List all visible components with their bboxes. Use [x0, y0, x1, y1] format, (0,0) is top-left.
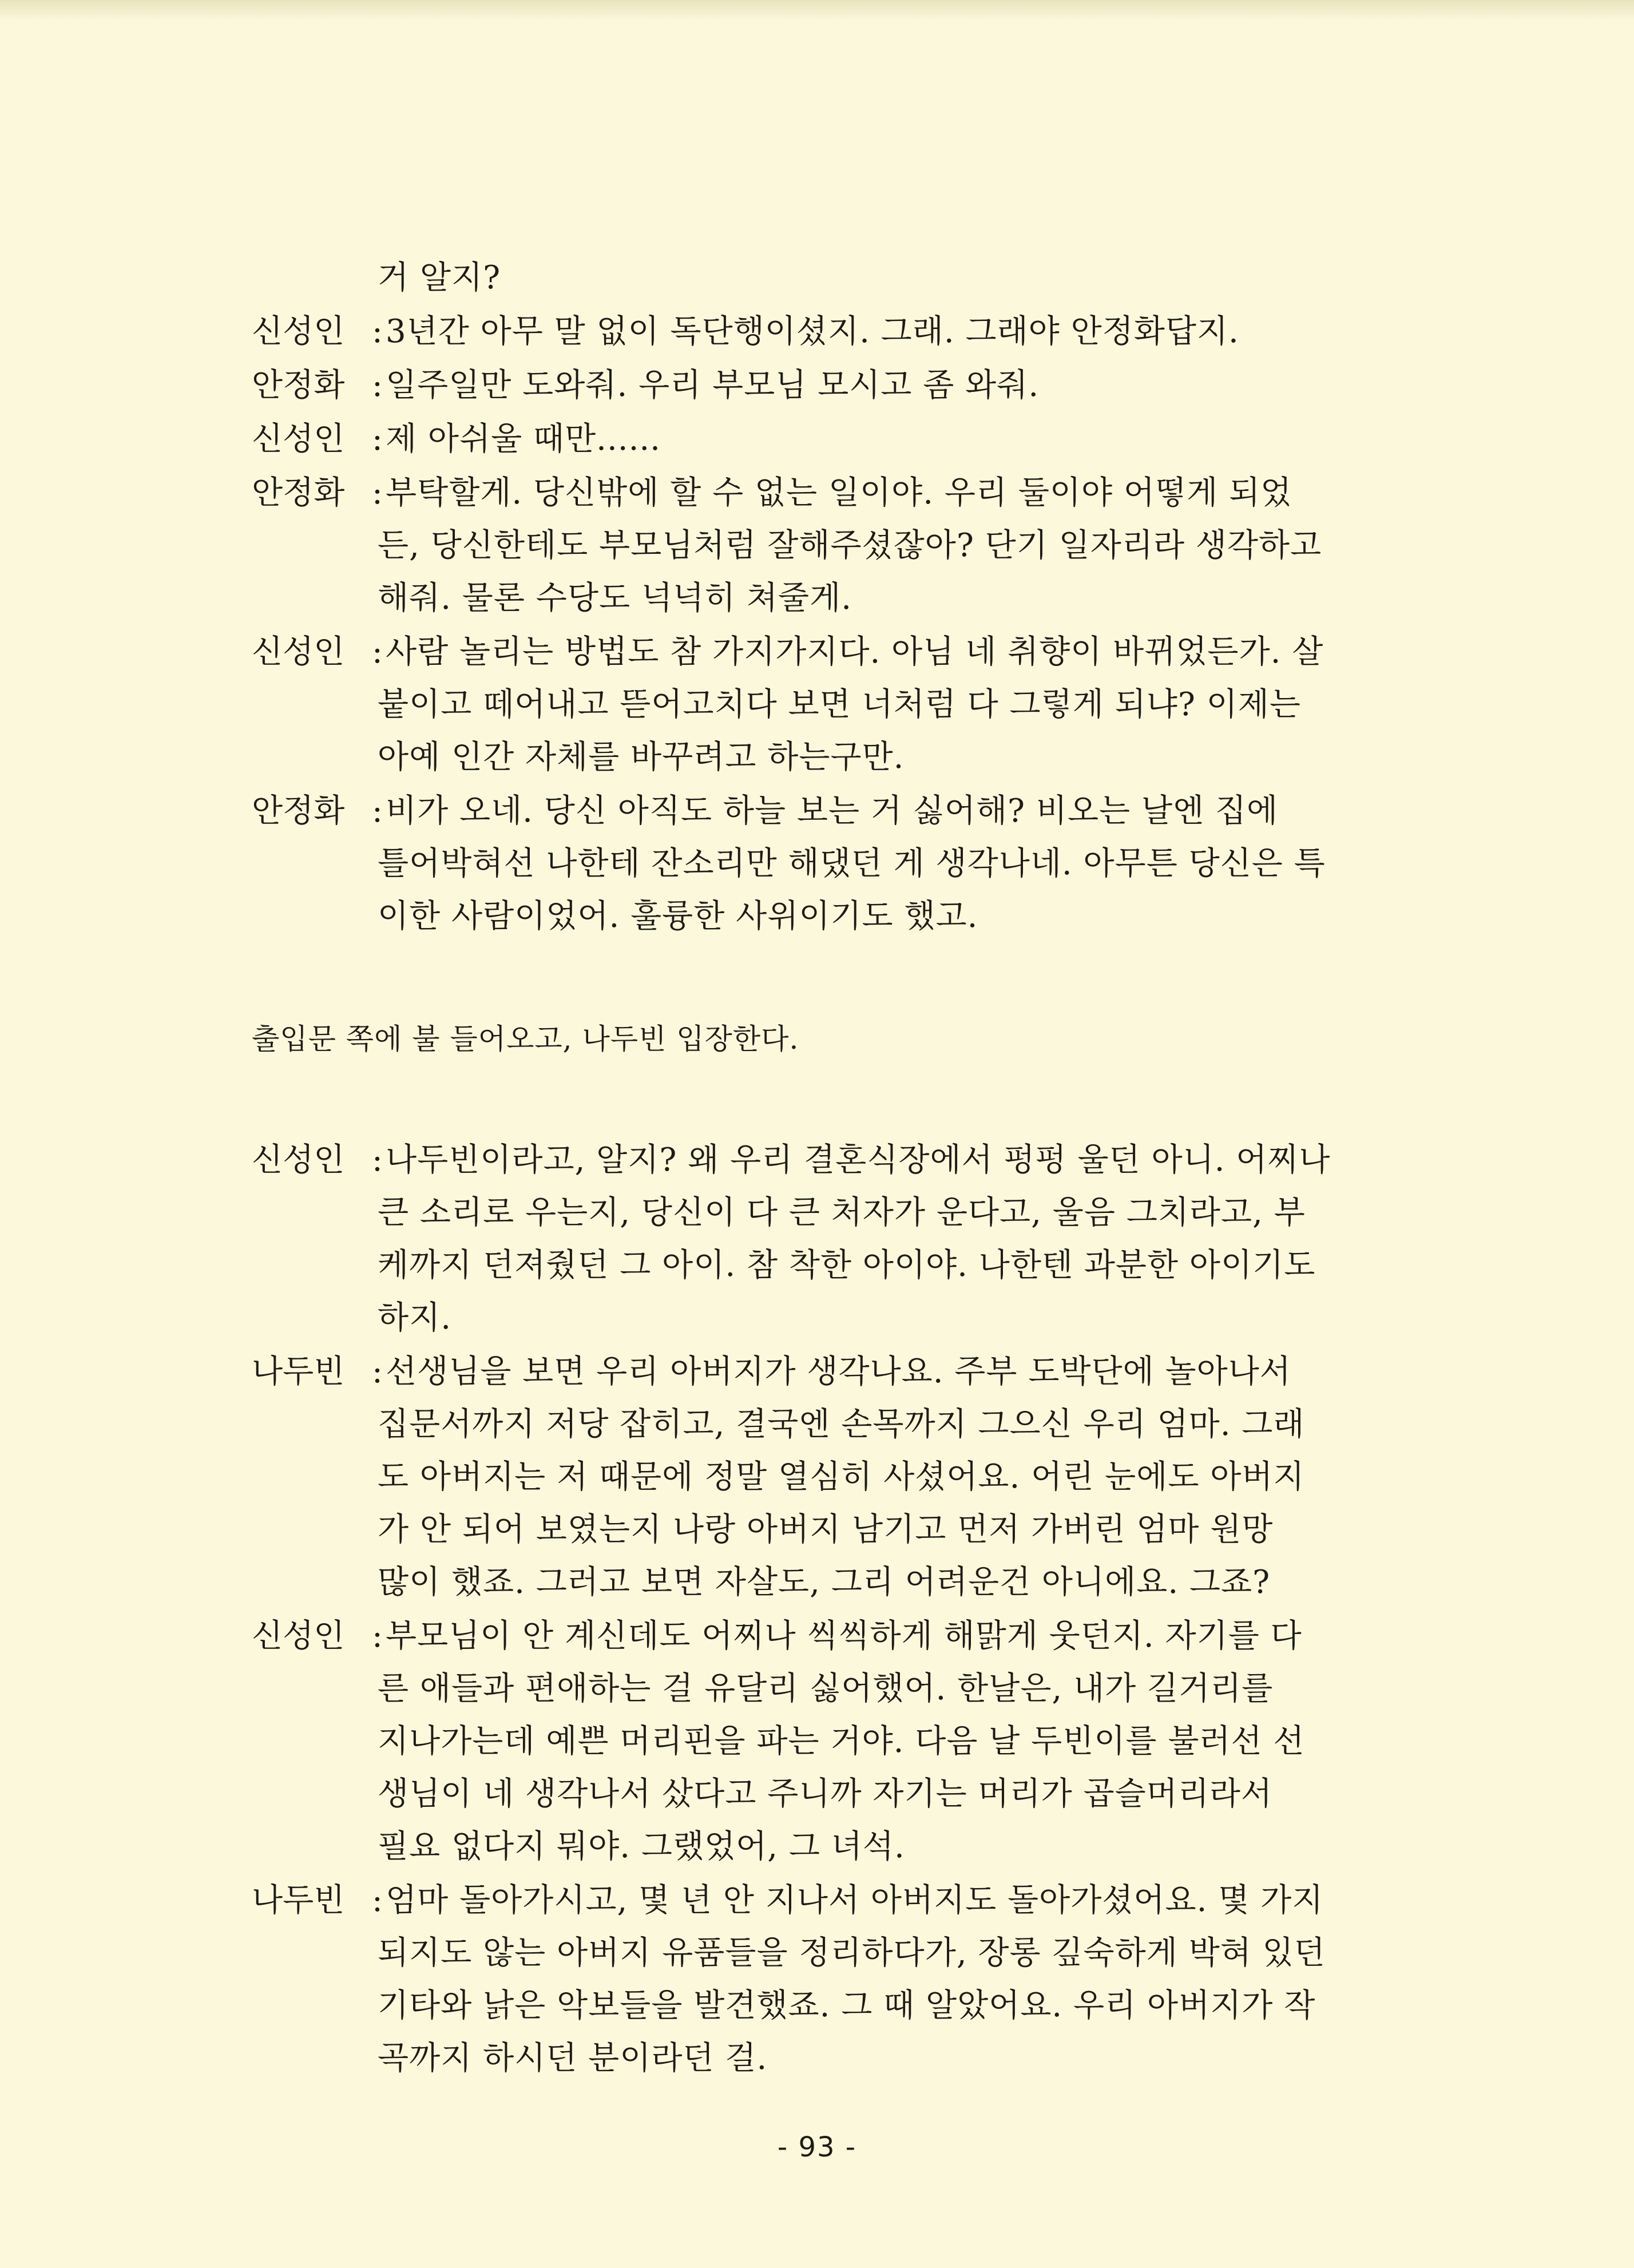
- dialogue-line: 든, 당신한테도 부모님처럼 잘해주셨잖아? 단기 일자리라 생각하고: [378, 527, 1322, 564]
- dialogue-line: 많이 했죠. 그러고 보면 자살도, 그리 어려운건 아니에요. 그죠?: [378, 1564, 1271, 1601]
- dialogue-line: 아예 인간 자체를 바꾸려고 하는구만.: [378, 739, 905, 776]
- speaker-name: 신성인: [252, 1141, 345, 1179]
- page-number: - 93 -: [777, 2131, 857, 2163]
- dialogue-line: 케까지 던져줬던 그 아이. 참 착한 아이야. 나한텐 과분한 아이기도: [378, 1247, 1316, 1284]
- speaker-colon: :: [372, 474, 383, 512]
- dialogue-block: [252, 306, 1402, 358]
- continued-dialogue: [252, 252, 1402, 304]
- dialogue-line: 른 애들과 편애하는 걸 유달리 싫어했어. 한날은, 내가 길거리를: [378, 1670, 1274, 1707]
- stage-direction-line: 출입문 쪽에 불 들어오고, 나두빈 입장한다.: [252, 1022, 799, 1056]
- spacer: [252, 2085, 1402, 2086]
- dialogue-first-line: [252, 1346, 1402, 1398]
- speaker-name: 나두빈: [252, 1882, 345, 1919]
- dialogue-line: 가 안 되어 보였는지 나랑 아버지 남기고 먼저 가버린 엄마 원망: [378, 1511, 1274, 1548]
- speaker-name: 안정화: [252, 792, 345, 830]
- speaker-name: 신성인: [252, 421, 345, 458]
- speaker-name: 안정화: [252, 474, 345, 512]
- dialogue-line: 큰 소리로 우는지, 당신이 다 큰 처자가 운다고, 울음 그치라고, 부: [378, 1194, 1306, 1231]
- dialogue-text: 제 아쉬울 때만......: [386, 421, 661, 458]
- dialogue-line: 기타와 낡은 악보들을 발견했죠. 그 때 알았어요. 우리 아버지가 작: [378, 1987, 1316, 2024]
- dialogue-line: 하지.: [378, 1299, 451, 1337]
- dialogue-line: 해줘. 물론 수당도 넉넉히 쳐줄게.: [378, 580, 852, 617]
- dialogue-text: 사람 놀리는 방법도 참 가지가지다. 아님 네 취향이 바뀌었든가. 살: [386, 633, 1324, 671]
- spacer: [252, 1065, 1402, 1134]
- dialogue-line: 도 아버지는 저 때문에 정말 열심히 사셨어요. 어린 눈에도 아버지: [378, 1458, 1305, 1496]
- dialogue-line: 붙이고 떼어내고 뜯어고치다 보면 너처럼 다 그렇게 되냐? 이제는: [378, 686, 1301, 723]
- dialogue-text: 비가 오네. 당신 아직도 하늘 보는 거 싫어해? 비오는 날엔 집에: [386, 792, 1279, 830]
- speaker-name: 신성인: [252, 1617, 345, 1655]
- dialogue-line: 생님이 네 생각나서 샀다고 주니까 자기는 머리가 곱슬머리라서: [378, 1775, 1273, 1813]
- speaker-colon: :: [372, 1882, 383, 1919]
- dialogue-first-line: [252, 467, 1402, 520]
- dialogue-block: [252, 785, 1402, 943]
- dialogue-text: 3년간 아무 말 없이 독단행이셨지. 그래. 그래야 안정화답지.: [386, 313, 1239, 350]
- dialogue-text: 선생님을 보면 우리 아버지가 생각나요. 주부 도박단에 놀아나서: [386, 1353, 1291, 1390]
- dialogue-first-line: [252, 785, 1402, 838]
- dialogue-block: [252, 1134, 1402, 1345]
- dialogue-first-line: [252, 359, 1402, 412]
- dialogue-line: 집문서까지 저당 잡히고, 결국엔 손목까지 그으신 우리 엄마. 그래: [378, 1406, 1305, 1443]
- stage-direction: [252, 1013, 1402, 1065]
- dialogue-text: 부모님이 안 계신데도 어찌나 씩씩하게 해맑게 웃던지. 자기를 다: [386, 1617, 1302, 1655]
- speaker-colon: :: [372, 367, 383, 404]
- dialogue-text: 일주일만 도와줘. 우리 부모님 모시고 좀 와줘.: [386, 367, 1040, 404]
- dialogue-text: 엄마 돌아가시고, 몇 년 안 지나서 아버지도 돌아가셨어요. 몇 가지: [386, 1882, 1324, 1919]
- speaker-colon: :: [372, 1141, 383, 1179]
- dialogue-first-line: [252, 1874, 1402, 1927]
- speaker-name: 신성인: [252, 633, 345, 671]
- dialogue-line: 거 알지?: [378, 259, 501, 296]
- dialogue-first-line: [252, 413, 1402, 466]
- dialogue-block: [252, 1874, 1402, 2085]
- dialogue-line: 곡까지 하시던 분이라던 걸.: [378, 2040, 768, 2077]
- dialogue-text: 부탁할게. 당신밖에 할 수 없는 일이야. 우리 둘이야 어떻게 되었: [386, 474, 1292, 512]
- dialogue-line: 되지도 않는 아버지 유품들을 정리하다가, 장롱 깊숙하게 박혀 있던: [378, 1934, 1326, 1972]
- speaker-colon: :: [372, 313, 383, 350]
- dialogue-text: 나두빈이라고, 알지? 왜 우리 결혼식장에서 펑펑 울던 아니. 어찌나: [386, 1141, 1331, 1179]
- dialogue-line: 지나가는데 예쁜 머리핀을 파는 거야. 다음 날 두빈이를 불러선 선: [378, 1723, 1305, 1760]
- dialogue-line: 필요 없다지 뭐야. 그랬었어, 그 녀석.: [378, 1828, 905, 1865]
- dialogue-block: [252, 413, 1402, 466]
- dialogue-line: 이한 사람이었어. 훌륭한 사위이기도 했고.: [378, 898, 978, 935]
- dialogue-first-line: [252, 306, 1402, 358]
- dialogue-first-line: [252, 1134, 1402, 1187]
- dialogue-block: [252, 1346, 1402, 1609]
- dialogue-first-line: [252, 626, 1402, 679]
- dialogue-block: [252, 626, 1402, 784]
- dialogue-line: 틀어박혀선 나한테 잔소리만 해댔던 게 생각나네. 아무튼 당신은 특: [378, 845, 1326, 882]
- script-body: [252, 252, 1402, 2086]
- speaker-colon: :: [372, 633, 383, 671]
- page-top-edge: [0, 0, 1634, 21]
- dialogue-block: [252, 467, 1402, 625]
- speaker-colon: :: [372, 421, 383, 458]
- dialogue-first-line: [252, 1610, 1402, 1663]
- dialogue-block: [252, 1610, 1402, 1873]
- dialogue-block: [252, 359, 1402, 412]
- speaker-colon: :: [372, 1617, 383, 1655]
- speaker-colon: :: [372, 792, 383, 830]
- speaker-name: 안정화: [252, 367, 345, 404]
- speaker-name: 나두빈: [252, 1353, 345, 1390]
- speaker-name: 신성인: [252, 313, 345, 350]
- spacer: [252, 944, 1402, 1013]
- speaker-colon: :: [372, 1353, 383, 1390]
